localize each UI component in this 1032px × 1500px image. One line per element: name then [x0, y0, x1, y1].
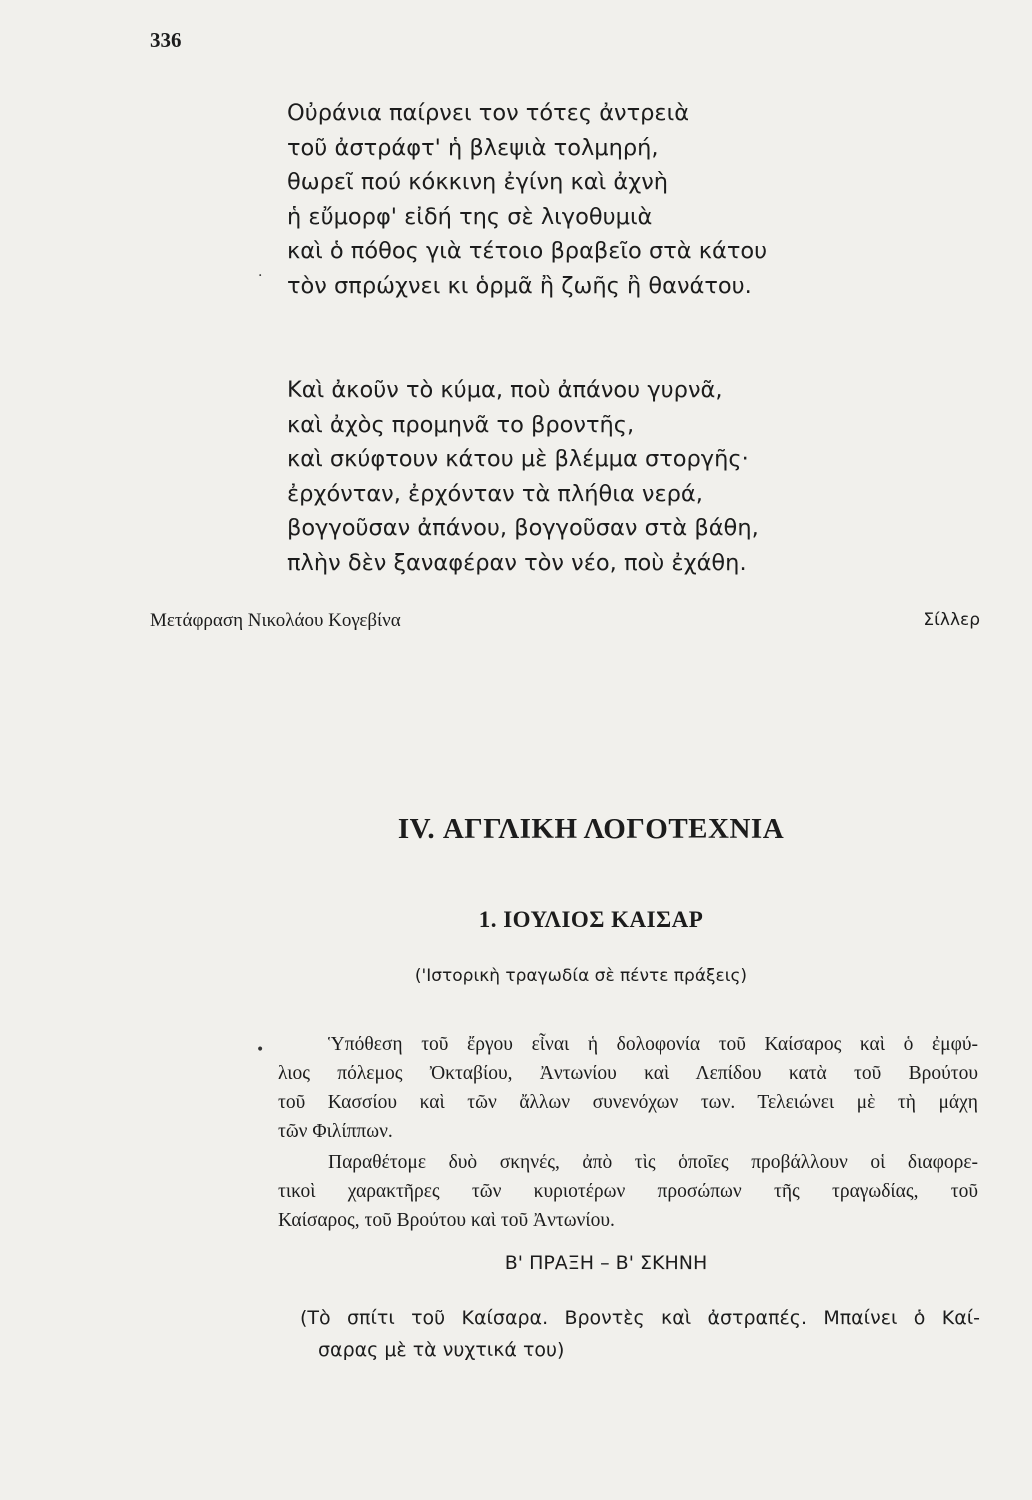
page-number: 336: [150, 28, 182, 52]
poem-line: ἡ εὔμορφ' εἰδή της σὲ λιγοθυμιὰ: [287, 203, 653, 230]
poem-line: Καὶ ἀκοῦν τὸ κύμα, ποὺ ἀπάνου γυρνᾶ,: [287, 377, 723, 403]
translator-credit: Μετάφραση Νικολάου Κογεβίνα: [150, 610, 401, 631]
speck-mark: •: [256, 1042, 265, 1058]
scene-heading: Β' ΠΡΑΞΗ – Β' ΣΚΗΝΗ: [504, 1252, 708, 1274]
poem-line: βογγοῦσαν ἀπάνου, βογγοῦσαν στὰ βάθη,: [287, 515, 759, 541]
text-line: Ὑπόθεση τοῦ ἔργου εἶναι ἡ δολοφονία τοῦ Καίσαρος καὶ ὁ ἐμφύ-: [328, 1034, 978, 1055]
poem-line: καὶ ἀχὸς προμηνᾶ το βροντῆς,: [287, 411, 635, 438]
poem-line: θωρεῖ πού κόκκινη ἐγίνη καὶ ἀχνὴ: [287, 169, 669, 195]
poem-line: τὸν σπρώχνει κι ὁρμᾶ ἢ ζωῆς ἢ θανάτου.: [287, 272, 752, 299]
text-line: Καίσαρος, τοῦ Βρούτου καὶ τοῦ Ἀντωνίου.: [278, 1210, 615, 1231]
work-title: 1. ΙΟΥΛΙΟΣ ΚΑΙΣΑΡ: [478, 907, 704, 932]
poem-line: Οὐράνια παίρνει τον τότες ἀντρειὰ: [287, 100, 690, 126]
speck-mark: ·: [258, 268, 263, 284]
text-line: τῶν Φιλίππων.: [278, 1121, 393, 1142]
poem-stanza-1: [287, 96, 767, 303]
text-line: λιος πόλεμος Ὀκταβίου, Ἀντωνίου καὶ Λεπίδου κατὰ τοῦ Βρούτου: [278, 1063, 978, 1084]
poem-stanza-2: [287, 373, 759, 580]
work-subtitle: ('Ιστορικὴ τραγωδία σὲ πέντε πράξεις): [414, 966, 748, 986]
text-line: Παραθέτομε δυὸ σκηνές, ἀπὸ τὶς ὁποῖες προβάλλουν οἱ διαφορε-: [328, 1152, 978, 1173]
text-line: σαρας μὲ τὰ νυχτικά του): [318, 1339, 565, 1361]
poem-line: τοῦ ἀστράφτ' ἡ βλεψιὰ τολμηρή,: [287, 134, 659, 161]
intro-paragraph: [278, 1148, 978, 1235]
poem-line: πλὴν δὲν ξαναφέραν τὸν νέο, ποὺ ἐχάθη.: [287, 549, 747, 576]
synopsis-paragraph: [278, 1030, 978, 1146]
text-line: (Τὸ σπίτι τοῦ Καίσαρα. Βροντὲς καὶ ἀστραπές. Μπαίνει ὁ Καί-: [300, 1307, 980, 1329]
poem-line: καὶ σκύφτουν κάτου μὲ βλέμμα στοργῆς·: [287, 446, 749, 472]
stage-direction: [300, 1302, 980, 1366]
text-line: τικοὶ χαρακτῆρες τῶν κυριοτέρων προσώπων τῆς τραγωδίας, τοῦ: [278, 1181, 978, 1202]
author-credit: Σίλλερ: [923, 610, 980, 630]
poem-line: καὶ ὁ πόθος γιὰ τέτοιο βραβεῖο στὰ κάτου: [287, 238, 768, 264]
text-line: τοῦ Κασσίου καὶ τῶν ἄλλων συνενόχων των. Τελειώνει μὲ τὴ μάχη: [278, 1092, 978, 1113]
poem-line: ἐρχόνταν, ἐρχόνταν τὰ πλήθια νερά,: [287, 480, 703, 507]
section-title: IV. ΑΓΓΛΙΚΗ ΛΟΓΟΤΕΧΝΙΑ: [397, 813, 785, 845]
